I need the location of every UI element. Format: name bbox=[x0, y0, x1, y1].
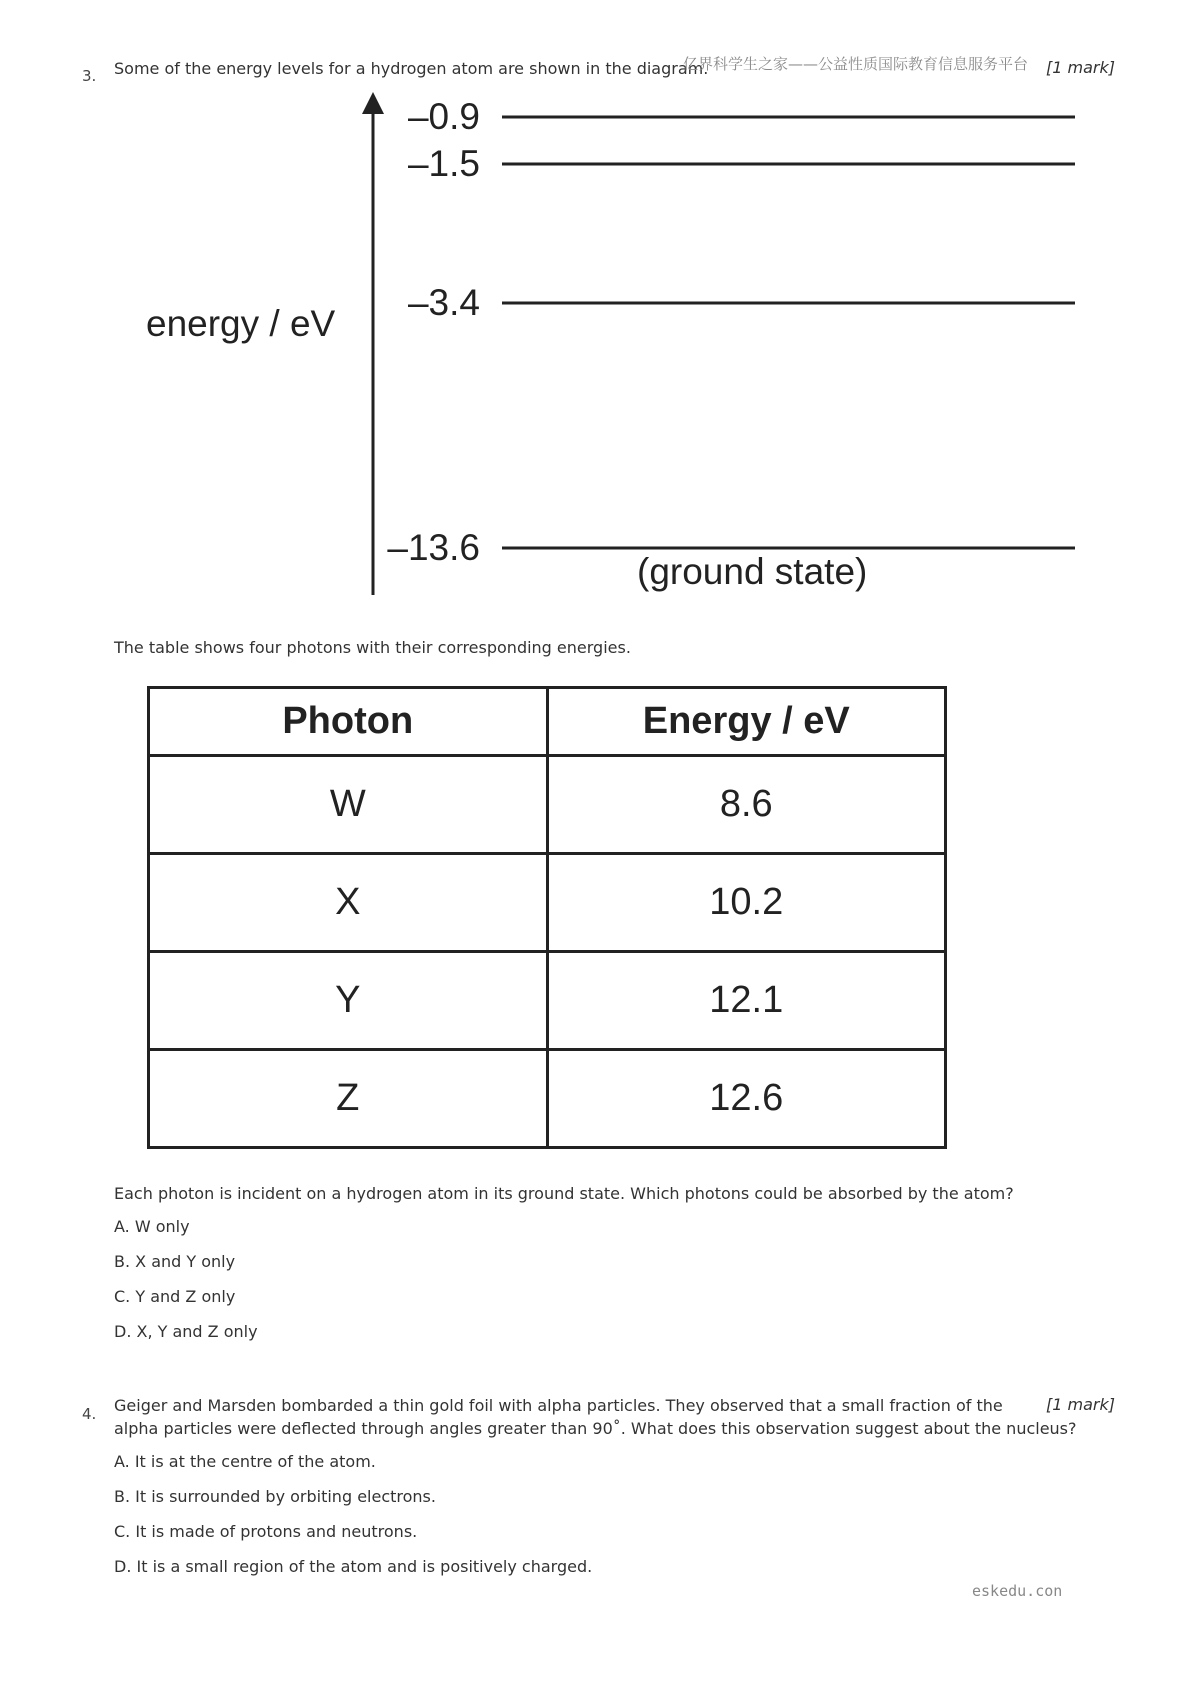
energy-levels bbox=[387, 96, 1075, 568]
energy-level-diagram bbox=[0, 0, 1190, 610]
energy-axis-arrow-icon bbox=[362, 92, 384, 114]
question-4-mark: [1 mark] bbox=[1046, 1395, 1115, 1414]
energy-cell: 12.6 bbox=[547, 1050, 946, 1148]
energy-cell: 8.6 bbox=[547, 756, 946, 854]
energy-level-label: –0.9 bbox=[407, 96, 480, 137]
question-3-option-a[interactable]: A. W only bbox=[114, 1217, 190, 1236]
header-energy: Energy / eV bbox=[547, 688, 946, 756]
question-3-text: Each photon is incident on a hydrogen atom in its ground state. Which photons could be absorbed by the atom? bbox=[114, 1184, 1014, 1203]
table-row bbox=[149, 1050, 946, 1148]
energy-level-label: –1.5 bbox=[407, 143, 480, 184]
table-row bbox=[149, 854, 946, 952]
energy-cell: 12.1 bbox=[547, 952, 946, 1050]
energy-axis-label: energy / eV bbox=[146, 303, 336, 344]
photon-cell: Z bbox=[149, 1050, 548, 1148]
ground-state-label: (ground state) bbox=[637, 551, 868, 592]
question-4-option-c[interactable]: C. It is made of protons and neutrons. bbox=[114, 1522, 418, 1541]
energy-level-label: –3.4 bbox=[407, 282, 480, 323]
energy-cell: 10.2 bbox=[547, 854, 946, 952]
table-row bbox=[149, 756, 946, 854]
question-4-number: 4. bbox=[82, 1405, 97, 1423]
photon-cell: W bbox=[149, 756, 548, 854]
question-3-number: 3. bbox=[82, 67, 97, 85]
energy-level-label: –13.6 bbox=[387, 527, 480, 568]
table-intro: The table shows four photons with their corresponding energies. bbox=[114, 638, 631, 657]
question-4-line-1: Geiger and Marsden bombarded a thin gold foil with alpha particles. They observed that a small fraction of the bbox=[114, 1396, 1003, 1415]
watermark-text: 亿界科学生之家——公益性质国际教育信息服务平台 bbox=[683, 55, 1029, 73]
header-photon: Photon bbox=[149, 688, 548, 756]
table-row bbox=[149, 952, 946, 1050]
question-4-option-d[interactable]: D. It is a small region of the atom and is positively charged. bbox=[114, 1557, 593, 1576]
question-3-mark: [1 mark] bbox=[1046, 58, 1115, 77]
photon-cell: X bbox=[149, 854, 548, 952]
question-4-option-b[interactable]: B. It is surrounded by orbiting electrons. bbox=[114, 1487, 436, 1506]
photon-cell: Y bbox=[149, 952, 548, 1050]
footer-site-text: eskedu.con bbox=[972, 1582, 1063, 1600]
question-4-line-2: alpha particles were deflected through angles greater than 90˚. What does this observation suggest about the nucleus? bbox=[114, 1419, 1077, 1438]
question-3-option-d[interactable]: D. X, Y and Z only bbox=[114, 1322, 258, 1341]
table-header-row bbox=[149, 688, 946, 756]
question-3-option-b[interactable]: B. X and Y only bbox=[114, 1252, 236, 1271]
photon-energy-table bbox=[147, 686, 947, 1149]
question-4-option-a[interactable]: A. It is at the centre of the atom. bbox=[114, 1452, 376, 1471]
question-3-intro: Some of the energy levels for a hydrogen atom are shown in the diagram. bbox=[114, 59, 709, 78]
question-3-option-c[interactable]: C. Y and Z only bbox=[114, 1287, 236, 1306]
